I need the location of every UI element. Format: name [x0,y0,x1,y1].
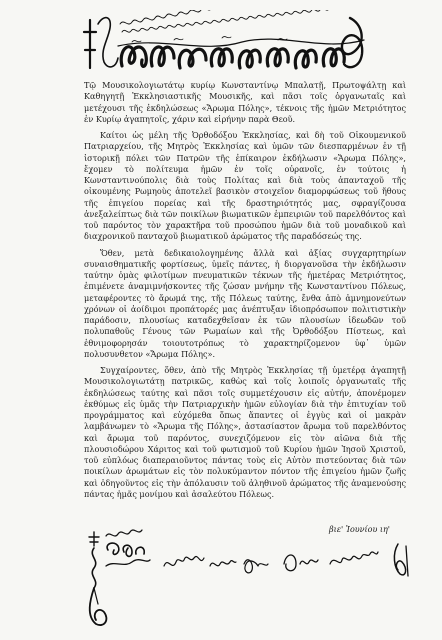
closing-signature-handwriting [162,540,412,580]
calligraphic-header-signature [82,10,367,74]
handwritten-closing-signature [162,540,412,580]
body-paragraph: Καίτοι ὡς μέλη τῆς Ὀρθοδόξου Ἐκκλησίας, καὶ δὴ τοῦ Οἰκουμενικοῦ Πατριαρχείου, τῆς Μητρὸς Ἐκκλησίας καὶ ὑμῶν τῶν διεσπαρμένων ἐν τῇ ἱστορικῇ πόλει τῶν Πατρῶν τῆς ἐπίκαιρον ἐκδήλωσιν «Ἄρωμα Πόλης», ἔχομεν τὸ πολίτευμα ἡμῶν ἐν τοῖς οὐρανοῖς, ἐν τούτοις ἡ Κωνσταντινούπολις διὰ τοὺς Πολίτας καὶ διὰ τοὺς ἁπανταχοῦ τῆς οἰκουμένης Ρωμηοὺς ἀποτελεῖ βασικὸν στοιχεῖον διαμορφώσεως τοῦ ἤθους τῆς ἐπιγείου πορείας καὶ τῆς δραστηριότητός μας, σφραγίζουσα ἀνεξαλείπτως διὰ τῶν ποικίλων βιωματικῶν ἐμπειριῶν τοῦ παρελθόντος καὶ τοῦ παρόντος τὸν χαρακτῆρα τοῦ προσώπου ἡμῶν διὰ τοῦ μοναδικοῦ καὶ διαχρονικοῦ πανταχοῦ βιωματικοῦ ἀρώματος τῆς παραδόσεώς της. [84,130,406,242]
body-paragraph: Συγχαίροντες, ὅθεν, ἀπὸ τῆς Μητρὸς Ἐκκλησίας τῇ ὑμετέρᾳ ἀγαπητῇ Μουσικολογιωτάτῃ πατρικῶς, καθὼς καὶ τοῖς λοιποῖς ὀργανωταῖς τῆς ἐκδηλώσεως ταύτης καὶ πᾶσι τοῖς συμμετέχουσιν εἰς αὐτήν, ἀπονέμομεν ἐκθύμως εἰς ὑμᾶς τὴν Πατριαρχικὴν ἡμῶν εὐλογίαν διὰ τὴν ἐπιτυχίαν τοῦ προγράμματος καὶ εὐχόμεθα ὅπως ἅπαντες οἱ ἐγγὺς καὶ οἱ μακρὰν λαμβάνωμεν τὸ «Ἄρωμα τῆς Πόλης», ἀστασίαστον ἄρωμα τοῦ παρελθόντος καὶ ἄρωμα τοῦ παρόντος, συνεχιζόμενον εἰς τὸν αἰῶνα διὰ τῆς πλουσιοδώρου Χάριτος καὶ τοῦ φωτισμοῦ τοῦ Κυρίου ἡμῶν Ἰησοῦ Χριστοῦ, τοῦ εὐπλόως διαπεραιοῦντος πάντας τοὺς εἰς Αὐτὸν πιστεύοντας διὰ τῶν ποικίλων ἀρωμάτων εἰς τὸν πολυκύμαντον πόντον τῆς ἐπιγείου ἡμῶν ζωῆς καὶ ὁδηγοῦντος εἰς τὴν ἀπόλαυσιν τοῦ ἀληθινοῦ ἀρώματος τῆς ἀναμενούσης πάντας ἡμᾶς μονίμου καὶ ἀσαλεύτου Πόλεως. [84,365,406,499]
letter-body [84,80,406,505]
monogram-signature-icon [84,526,156,630]
patriarch-monogram-signature [84,526,156,630]
calligraphy-ornament-icon [82,10,367,74]
date-line: βιε' Ἰουνίου ιη' [329,525,390,534]
salutation-paragraph: Τῷ Μουσικολογιωτάτῳ κυρίῳ Κωνσταντίνῳ Μπαλατῇ, Πρωτοψάλτῃ καὶ Καθηγητῇ Ἐκκλησιαστικῆς Μουσικῆς, καὶ πᾶσι τοῖς ὀργανωταῖς καὶ μετέχουσι τῆς ἐκδηλώσεως «Ἄρωμα Πόλης», τέκνοις τῆς ἡμῶν Μετριότητος ἐν Κυρίῳ ἀγαπητοῖς, χάριν καὶ εἰρήνην παρὰ Θεοῦ. [84,80,406,124]
body-paragraph: Ὅθεν, μετὰ δεδικαιολογημένης ἄλλὰ καὶ ἀξίας συγχαρητηρίων συναισθηματικῆς φορτίσεως, ὑμεῖς πάντες, ἡ διοργανοῦσα τὴν ἐκδήλωσιν ταύτην ὁμὰς φιλοτίμων πνευματικῶν τέκνων τῆς ἡμετέρας Μετριότητος, ἐπιμένετε ἀναμιμνήσκοντες τῆς ζώσαν μνήμην τῆς Κωνσταντίνου Πόλεως, μεταφέροντες τὸ ἄρωμά της, τῆς Πόλεως ταύτης, ἔνθα ἀπὸ ἀμνημονεύτων χρόνων οἱ ἀοίδιμοι προπάτορές μας ἀνέπτυξαν ἰδιοπρόσωπον πολιτιστικὴν παράδοσιν, πλουσίως καταδεχθεῖσαν ἐκ τῶν πλουσίων ἰδεωδῶν τοῦ πολυπαθοῦς Γένους τῶν Ρωμαίων καὶ τῆς Ὀρθοδόξου Πίστεως, καὶ ἐθνιμοφορησάν τοιουτοτρόπως τὸ χαρακτηρίζομενον ὑφ᾽ ὑμῶν πολυσυνθετον «Ἄρωμα Πόλης». [84,247,406,359]
